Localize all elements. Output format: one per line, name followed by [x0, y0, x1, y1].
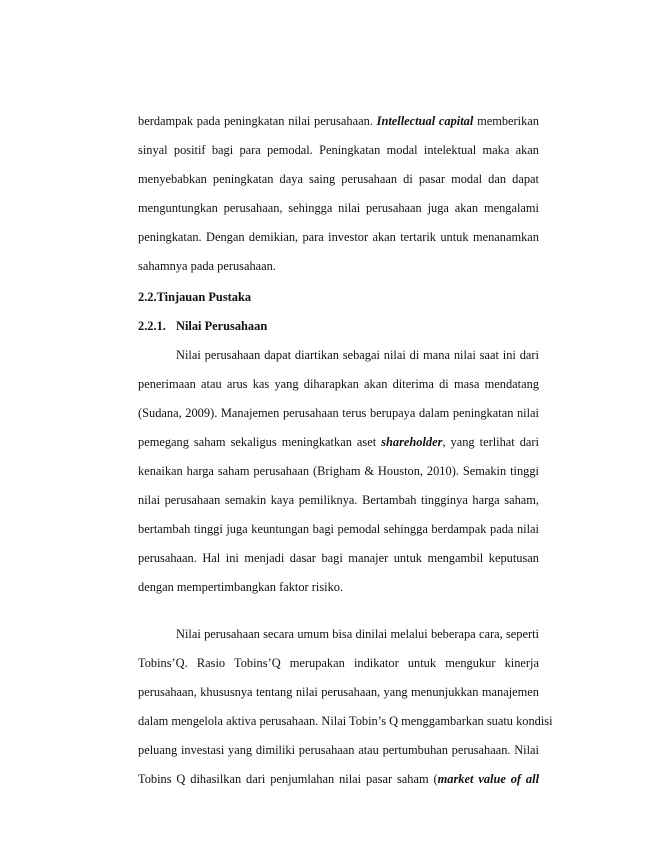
text-run: berdampak pada peningkatan nilai perusahaan.	[138, 114, 377, 128]
text-run: , yang terlihat dari	[442, 435, 539, 449]
paragraph-2-line-9: dengan mempertimbangkan faktor risiko.	[138, 580, 344, 594]
paragraph-1-line-4: menguntungkan perusahaan, sehingga nilai perusahaan juga akan mengalami	[138, 201, 539, 215]
paragraph-1-line-6: sahamnya pada perusahaan.	[138, 259, 276, 273]
paragraph-2-line-3: (Sudana, 2009). Manajemen perusahaan terus berupaya dalam peningkatan nilai	[138, 406, 539, 420]
subsection-number: 2.2.1.	[138, 319, 166, 333]
paragraph-2-line-5: kenaikan harga saham perusahaan (Brigham & Houston, 2010). Semakin tinggi	[138, 464, 539, 478]
emphasis-text: shareholder	[381, 435, 443, 449]
paragraph-3-line-5: peluang investasi yang dimiliki perusahaan atau pertumbuhan perusahaan. Nilai	[138, 743, 539, 757]
paragraph-1-line-1	[138, 113, 539, 129]
subsection-title: Nilai Perusahaan	[176, 319, 268, 333]
paragraph-2-line-2: penerimaan atau arus kas yang diharapkan akan diterima di masa mendatang	[138, 377, 539, 391]
paragraph-1-line-3: menyebabkan peningkatan daya saing perusahaan di pasar modal dan dapat	[138, 172, 539, 186]
paragraph-2-line-6: nilai perusahaan semakin kaya pemiliknya. Bertambah tingginya harga saham,	[138, 493, 539, 507]
paragraph-1-line-5: peningkatan. Dengan demikian, para investor akan tertarik untuk menanamkan	[138, 230, 539, 244]
paragraph-2-line-7: bertambah tinggi juga keuntungan bagi pemodal sehingga berdampak pada nilai	[138, 522, 539, 536]
paragraph-2-line-1: Nilai perusahaan dapat diartikan sebagai nilai di mana nilai saat ini dari	[176, 348, 539, 362]
emphasis-text: market value of all	[437, 772, 540, 786]
paragraph-2-line-8: perusahaan. Hal ini menjadi dasar bagi manajer untuk mengambil keputusan	[138, 551, 539, 565]
paragraph-3-line-6	[138, 771, 539, 787]
paragraph-2-line-4	[138, 434, 539, 450]
paragraph-3-line-3: perusahaan, khususnya tentang nilai perusahaan, yang menunjukkan manajemen	[138, 685, 539, 699]
paragraph-3-line-4: dalam mengelola aktiva perusahaan. Nilai Tobin’s Q menggambarkan suatu kondisi	[138, 714, 553, 728]
text-run: Tobins Q dihasilkan dari penjumlahan nilai pasar saham (	[138, 772, 438, 786]
paragraph-3-line-2: Tobins’Q. Rasio Tobins’Q merupakan indikator untuk mengukur kinerja	[138, 656, 539, 670]
section-heading: 2.2.Tinjauan Pustaka	[138, 290, 252, 304]
subsection-heading	[138, 318, 539, 334]
paragraph-3-line-1: Nilai perusahaan secara umum bisa dinilai melalui beberapa cara, seperti	[176, 627, 539, 641]
emphasis-text: Intellectual capital	[376, 114, 474, 128]
paragraph-1-line-2: sinyal positif bagi para pemodal. Peningkatan modal intelektual maka akan	[138, 143, 539, 157]
text-run: memberikan	[473, 114, 539, 128]
text-run: pemegang saham sekaligus meningkatkan aset	[138, 435, 382, 449]
